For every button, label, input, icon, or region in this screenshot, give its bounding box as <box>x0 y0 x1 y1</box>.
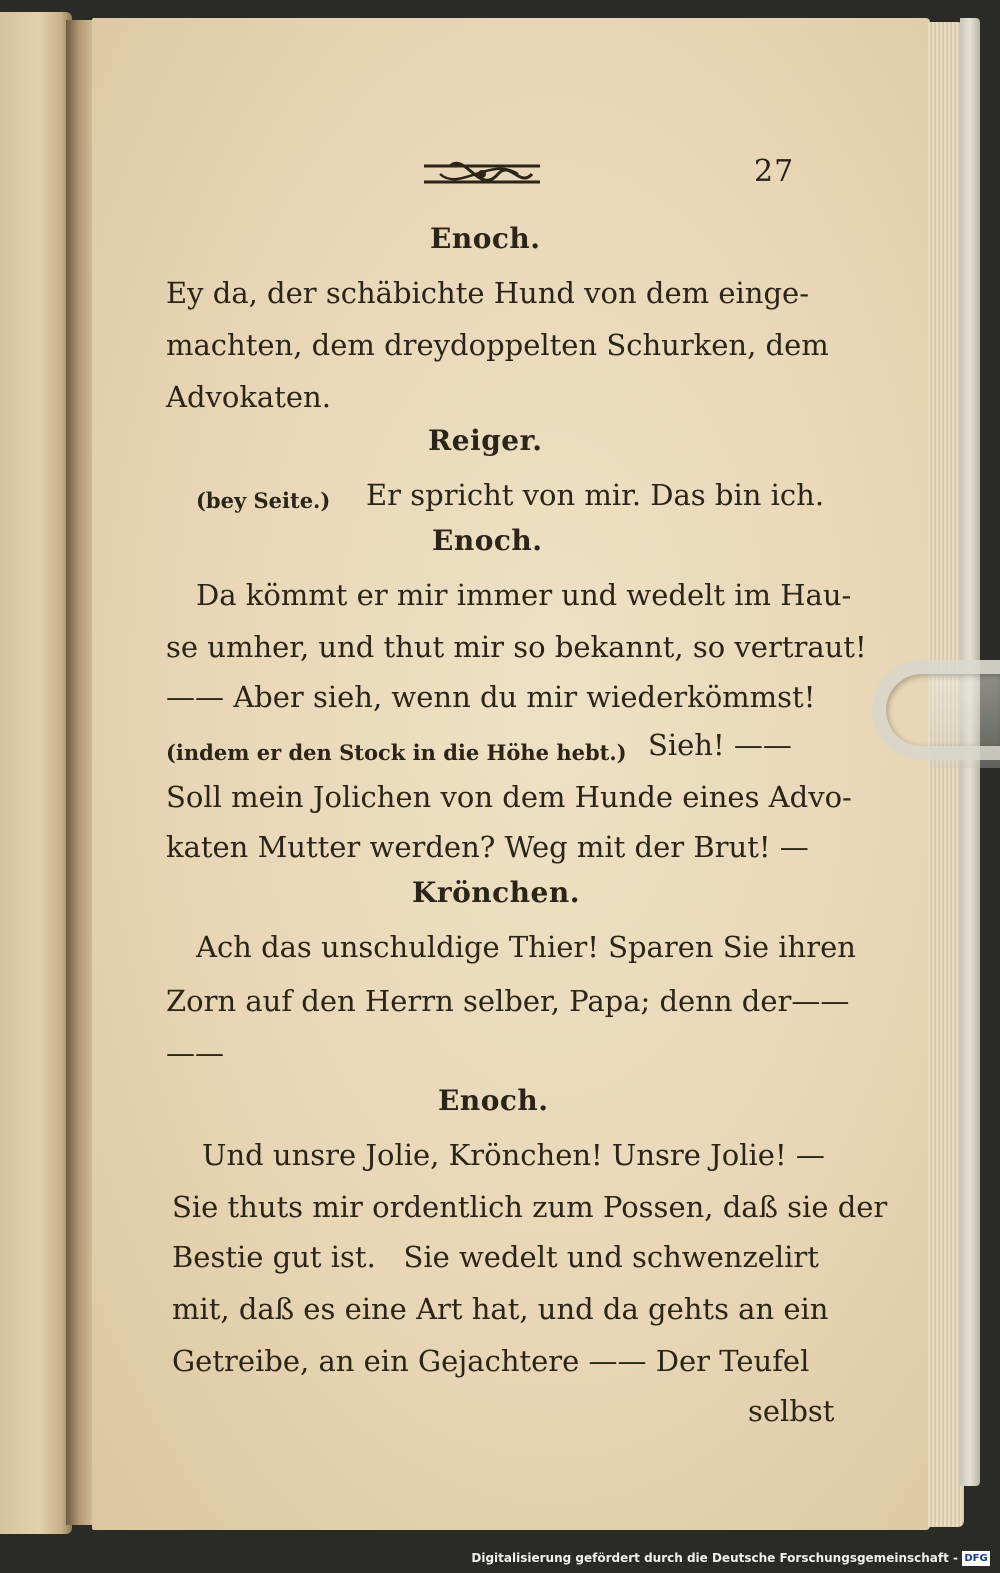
page-stack-edge <box>928 22 964 1527</box>
text-line: Sie thuts mir ordentlich zum Possen, daß sie der <box>172 1190 888 1224</box>
text-line: Da kömmt er mir immer und wedelt im Hau- <box>196 578 852 612</box>
speaker-name: Reiger. <box>428 424 543 457</box>
text-line: Und unsre Jolie, Krönchen! Unsre Jolie! — <box>202 1138 825 1172</box>
text-line: Getreibe, an ein Gejachtere —— Der Teufel <box>172 1344 810 1378</box>
dfg-logo-icon: DFG <box>962 1551 990 1566</box>
text-line: Sieh! —— <box>648 728 792 762</box>
speaker-name: Krönchen. <box>412 876 580 909</box>
text-line: Soll mein Jolichen von dem Hunde eines Advo- <box>166 780 852 814</box>
text-line: Bestie gut ist. Sie wedelt und schwenzelirt <box>172 1240 819 1274</box>
footer-credit: Digitalisierung gefördert durch die Deutsche Forschungsgemeinschaft - <box>471 1551 958 1565</box>
stage-direction: (bey Seite.) <box>196 488 331 513</box>
text-line: machten, dem dreydoppelten Schurken, dem <box>166 328 829 362</box>
page-clip <box>872 660 1000 760</box>
text-line: Zorn auf den Herrn selber, Papa; denn der—— <box>166 984 850 1018</box>
ornament-icon <box>420 152 544 196</box>
catchword: selbst <box>748 1394 835 1428</box>
text-line: Ey da, der schäbichte Hund von dem einge- <box>166 276 809 310</box>
text-line: se umher, und thut mir so bekannt, so vertraut! <box>166 630 867 664</box>
speaker-name: Enoch. <box>430 222 541 255</box>
text-line: Ach das unschuldige Thier! Sparen Sie ihren <box>196 930 856 964</box>
stage-direction: (indem er den Stock in die Höhe hebt.) <box>166 740 627 765</box>
text-line: katen Mutter werden? Weg mit der Brut! — <box>166 830 809 864</box>
speaker-name: Enoch. <box>438 1084 549 1117</box>
text-line: Advokaten. <box>166 380 331 414</box>
text-line: mit, daß es eine Art hat, und da gehts an ein <box>172 1292 829 1326</box>
page-number: 27 <box>754 154 795 189</box>
text-line: Er spricht von mir. Das bin ich. <box>366 478 825 512</box>
facing-page-edge <box>0 12 72 1534</box>
speaker-name: Enoch. <box>432 524 543 557</box>
text-line: —— Aber sieh, wenn du mir wiederkömmst! <box>166 680 816 714</box>
text-line: —— <box>166 1036 224 1070</box>
